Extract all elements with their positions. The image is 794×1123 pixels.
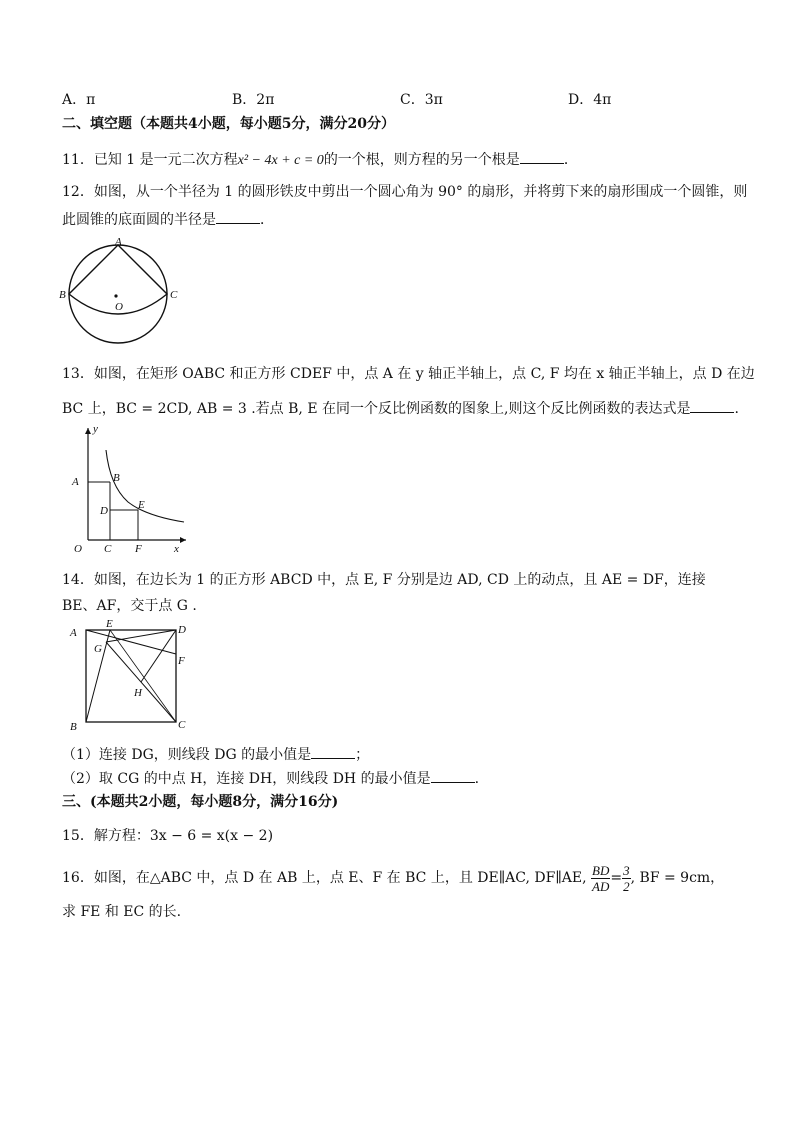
q16-line-1 [62, 858, 724, 898]
fig13-label-c: C [104, 543, 112, 555]
q11-answer-blank[interactable] [520, 149, 564, 164]
fig12-label-o: O [115, 301, 123, 313]
section-3-header: 三、(本题共2小题，每小题8分，满分16分) [62, 794, 339, 810]
figure-14-square [64, 618, 190, 734]
q16-frac2-denominator: 2 [623, 878, 630, 894]
fig13-label-f: F [135, 543, 142, 555]
fig14-label-h: H [134, 687, 142, 699]
fig14-label-d: D [178, 624, 186, 636]
fig13-label-e: E [138, 499, 145, 511]
section-2-header: 二、填空题（本题共4小题，每小题5分，满分20分） [62, 116, 395, 132]
fig14-label-g: G [94, 643, 102, 655]
question-15: 15．解方程：3x − 6 = x(x − 2) [62, 828, 274, 844]
q14-sub-2-blank[interactable] [431, 768, 475, 783]
fig14-segment-hd [141, 630, 176, 682]
fig14-segment-gd [106, 630, 176, 642]
q10-option-a: A．π [62, 92, 96, 108]
q13-line-2-text: BC 上，BC = 2CD, AB = 3 .若点 B, E 在同一个反比例函数的图象上,则这个反比例函数的表达式是 [62, 401, 691, 417]
q11-period: ． [563, 152, 578, 168]
q14-sub-2 [62, 768, 479, 789]
fig12-center-dot [114, 294, 117, 297]
fig13-label-d: D [100, 505, 108, 517]
q16-frac2-numerator: 3 [623, 862, 630, 878]
q11-suffix: 的一个根，则方程的另一个根是 [323, 152, 520, 168]
fig12-circle [69, 245, 167, 343]
q14-sub-2-period: . [474, 771, 480, 787]
fig13-label-b: B [113, 472, 120, 484]
q11-prefix: 11．已知 1 是一元二次方程 [62, 152, 238, 168]
figure-13-coordinate [62, 424, 192, 556]
fig14-segment-ec [110, 630, 176, 722]
q16-fraction-bd-ad [591, 863, 610, 894]
fig14-label-a: A [70, 627, 77, 639]
fig12-label-b: B [59, 289, 66, 301]
q13-line-2 [62, 398, 739, 419]
fig12-label-c: C [170, 289, 178, 301]
fig13-label-a: A [72, 476, 79, 488]
q16-fraction-3-2 [622, 863, 631, 894]
q16-line-2: 求 FE 和 EC 的长. [62, 904, 182, 920]
fig12-label-a: A [115, 236, 122, 248]
q16-equals: = [610, 870, 623, 886]
q14-line-1: 14．如图，在边长为 1 的正方形 ABCD 中，点 E, F 分别是边 AD, CD 上的动点，且 AE = DF，连接 [62, 572, 706, 588]
q12-answer-blank[interactable] [216, 209, 260, 224]
q16-part-2: , BF = 9cm， [630, 870, 725, 886]
fig14-label-f: F [178, 655, 185, 667]
q12-period: ． [260, 212, 274, 228]
fig13-hyperbola [106, 450, 184, 522]
q14-sub-1-semicolon: ； [355, 747, 370, 763]
q13-line-1: 13．如图，在矩形 OABC 和正方形 CDEF 中，点 A 在 y 轴正半轴上，点 C, F 均在 x 轴正半轴上，点 D 在边 [62, 366, 755, 382]
q14-sub-2-text: （2）取 CG 的中点 H，连接 DH，则线段 DH 的最小值是 [62, 771, 431, 787]
q12-line-2-text: 此圆锥的底面圆的半径是 [62, 212, 216, 228]
question-11 [62, 149, 578, 171]
q14-sub-1-text: （1）连接 DG，则线段 DG 的最小值是 [62, 747, 312, 763]
fig13-x-arrow [180, 537, 186, 543]
fig13-label-x: x [174, 543, 179, 555]
fig13-square-cdef [110, 510, 138, 540]
q16-part-1: 16．如图，在△ABC 中，点 D 在 AB 上，点 E、F 在 BC 上，且 DE∥AC, DF∥AE, [62, 870, 587, 886]
q16-frac-numerator: BD [592, 862, 610, 878]
fig14-label-e: E [106, 618, 113, 630]
q16-frac-denominator: AD [592, 878, 610, 894]
q14-sub-1-blank[interactable] [311, 744, 355, 759]
q13-period: . [734, 401, 739, 417]
fig14-label-c: C [178, 719, 186, 731]
q10-option-d: D．4π [568, 92, 612, 108]
fig13-y-arrow [85, 428, 91, 434]
q10-option-b: B．2π [232, 92, 275, 108]
q11-equation: x² − 4x + c = 0 [237, 153, 324, 168]
q12-line-1: 12．如图，从一个半径为 1 的圆形铁皮中剪出一个圆心角为 90° 的扇形，并将剪下来的扇形围成一个圆锥，则 [62, 184, 748, 200]
q14-line-2: BE、AF，交于点 G . [62, 598, 197, 614]
figure-12-sector [58, 234, 182, 346]
fig13-label-y: y [93, 424, 98, 435]
q10-option-c: C．3π [400, 92, 443, 108]
fig13-label-o: O [74, 543, 82, 555]
q12-line-2 [62, 209, 274, 230]
q14-sub-1 [62, 744, 369, 765]
q13-answer-blank[interactable] [690, 398, 734, 413]
fig14-label-b: B [70, 721, 77, 733]
